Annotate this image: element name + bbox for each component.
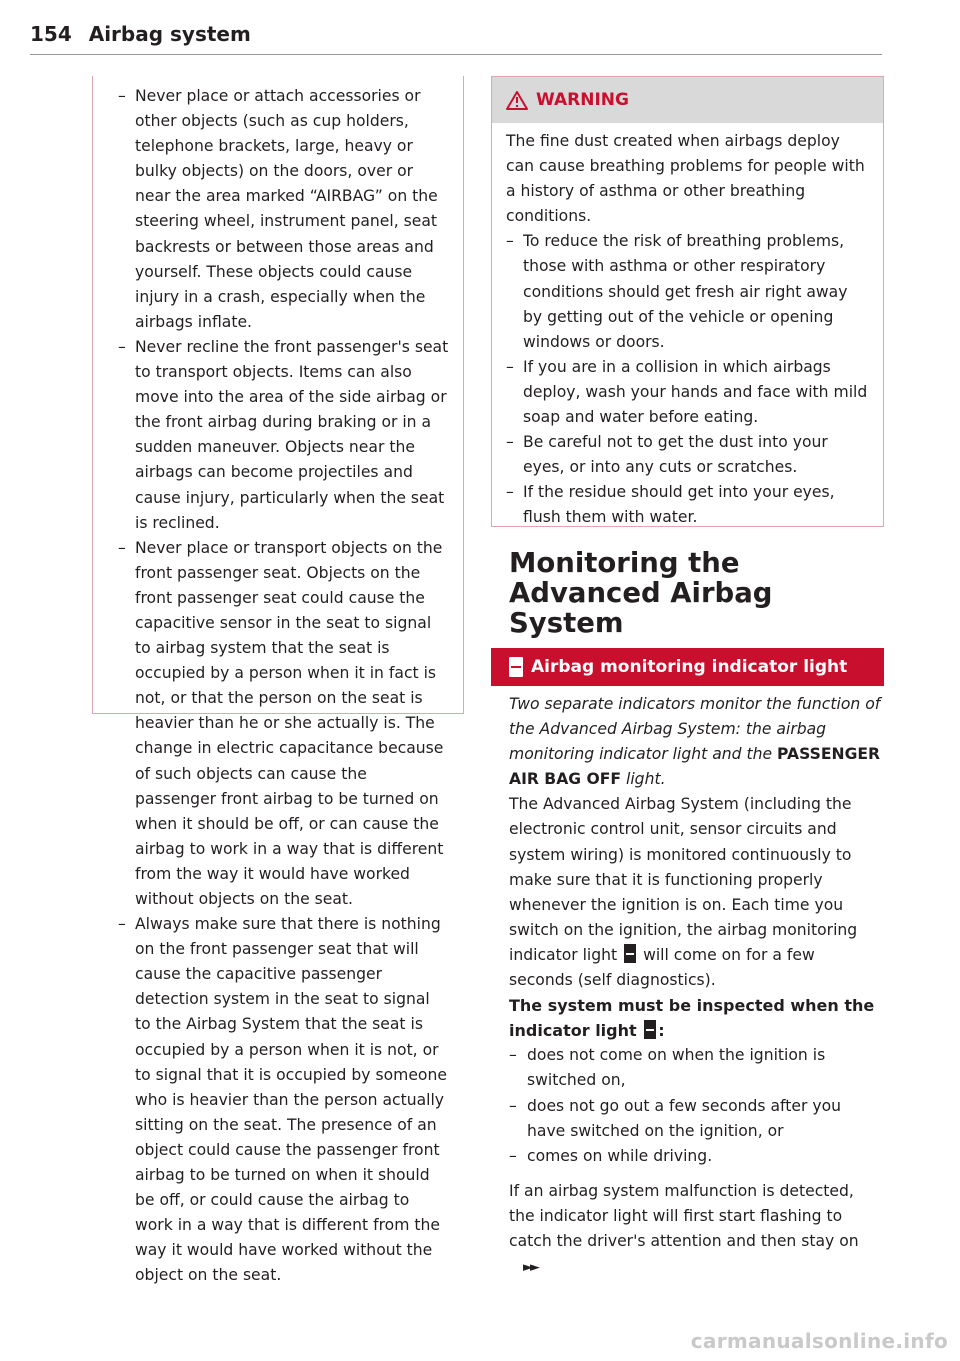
warning-list — [506, 229, 869, 530]
warning-box — [491, 76, 884, 527]
inspection-heading: The system must be inspected when the indicator light : — [509, 996, 875, 1041]
caution-continued-box — [92, 76, 464, 1285]
list-item: – does not go out a few seconds after you have switched on the ignition, or — [509, 1096, 841, 1140]
body-paragraph: If an airbag system malfunction is detected, the indicator light will first start flashing to catch the driver's attention and then stay on►► — [509, 1179, 881, 1280]
watermark: carmanualsonline.info — [690, 1329, 948, 1353]
airbag-indicator-icon — [509, 657, 523, 677]
warning-header — [492, 77, 883, 123]
airbag-indicator-icon — [624, 944, 636, 963]
main-content — [509, 692, 881, 1280]
list-item: – Be careful not to get the dust into your eyes, or into any cuts or scratches. — [506, 433, 828, 477]
subsection-title: Airbag monitoring indicator light — [531, 657, 848, 677]
list-item: – If the residue should get into your eyes, flush them with water. — [506, 483, 835, 527]
continue-arrow-icon: ►► — [523, 1260, 537, 1276]
body-paragraph: The Advanced Airbag System (including the electronic control unit, sensor circuits and system wiring) is monitored continuously to make sure that it is functioning properly whenever the ignition is on. Each time you switch on the ignition, the airbag monitoring indicator light will come on for a few seconds (self diagnostics). — [509, 795, 858, 990]
warning-triangle-icon — [506, 91, 528, 110]
inspection-list — [509, 1043, 881, 1168]
subsection-bar — [491, 648, 884, 686]
list-item: – If you are in a collision in which airbags deploy, wash your hands and face with mild soap and water before eating. — [506, 357, 868, 427]
caution-list — [93, 76, 463, 1289]
airbag-indicator-icon — [644, 1020, 656, 1039]
list-item: – To reduce the risk of breathing problems, those with asthma or other respiratory conditions should get fresh air right away by getting out of the vehicle or opening windows or doors. — [506, 232, 848, 351]
intro-paragraph: Two separate indicators monitor the function of the Advanced Airbag System: the airbag monitoring indicator light and the PASSENGER AIR BAG OFF light. — [509, 695, 881, 789]
list-item: – Never recline the front passenger's seat to transport objects. Items can also move into the area of the side airbag or the front airbag during braking or in a sudden maneuver. Objects near the airbags can become projectiles and cause injury, particularly when the seat is reclined. — [118, 337, 449, 532]
list-item: – Always make sure that there is nothing on the front passenger seat that will cause the capacitive passenger detection system in the seat to signal to the Airbag System that the seat is occupied by a person when it is not, or to signal that it is occupied by someone who is heavier than the person actually sitting on the seat. The presence of an object could cause the passenger front airbag to be turned on when it should be off, or could cause the airbag to work in a way that is different from the way it would have worked without the object on the seat. — [118, 915, 447, 1285]
list-item: – Never place or attach accessories or other objects (such as cup holders, telephone brackets, large, heavy or bulky objects) on the doors, over or near the area marked “AIRBAG” on the steering wheel, instrument panel, seat backrests or between those areas and yourself. These objects could cause injury in a crash, especially when the airbags inflate. — [118, 87, 438, 331]
warning-intro: The fine dust created when airbags deploy can cause breathing problems for people with a history of asthma or other breathing conditions. — [506, 132, 865, 226]
list-item: – does not come on when the ignition is switched on, — [509, 1046, 826, 1090]
chapter-title: Airbag system — [88, 22, 251, 46]
list-item: – Never place or transport objects on the front passenger seat. Objects on the front passenger seat could cause the capacitive sensor in the seat to signal to airbag system that the seat is occupied by a person when it in fact is not, or that the person on the seat is heavier than he or she actually is. The change in electric capacitance because of such objects can cause the passenger front airbag to be turned on when it should be off, or can cause the airbag to work in a way that is different from the way it would have worked without objects on the seat. — [118, 538, 444, 908]
list-item: – comes on while driving. — [509, 1146, 713, 1165]
warning-title: WARNING — [536, 90, 629, 110]
page-header — [30, 14, 882, 55]
page-number: 154 — [30, 22, 72, 46]
section-title: Monitoring the Advanced Airbag System — [509, 547, 773, 639]
